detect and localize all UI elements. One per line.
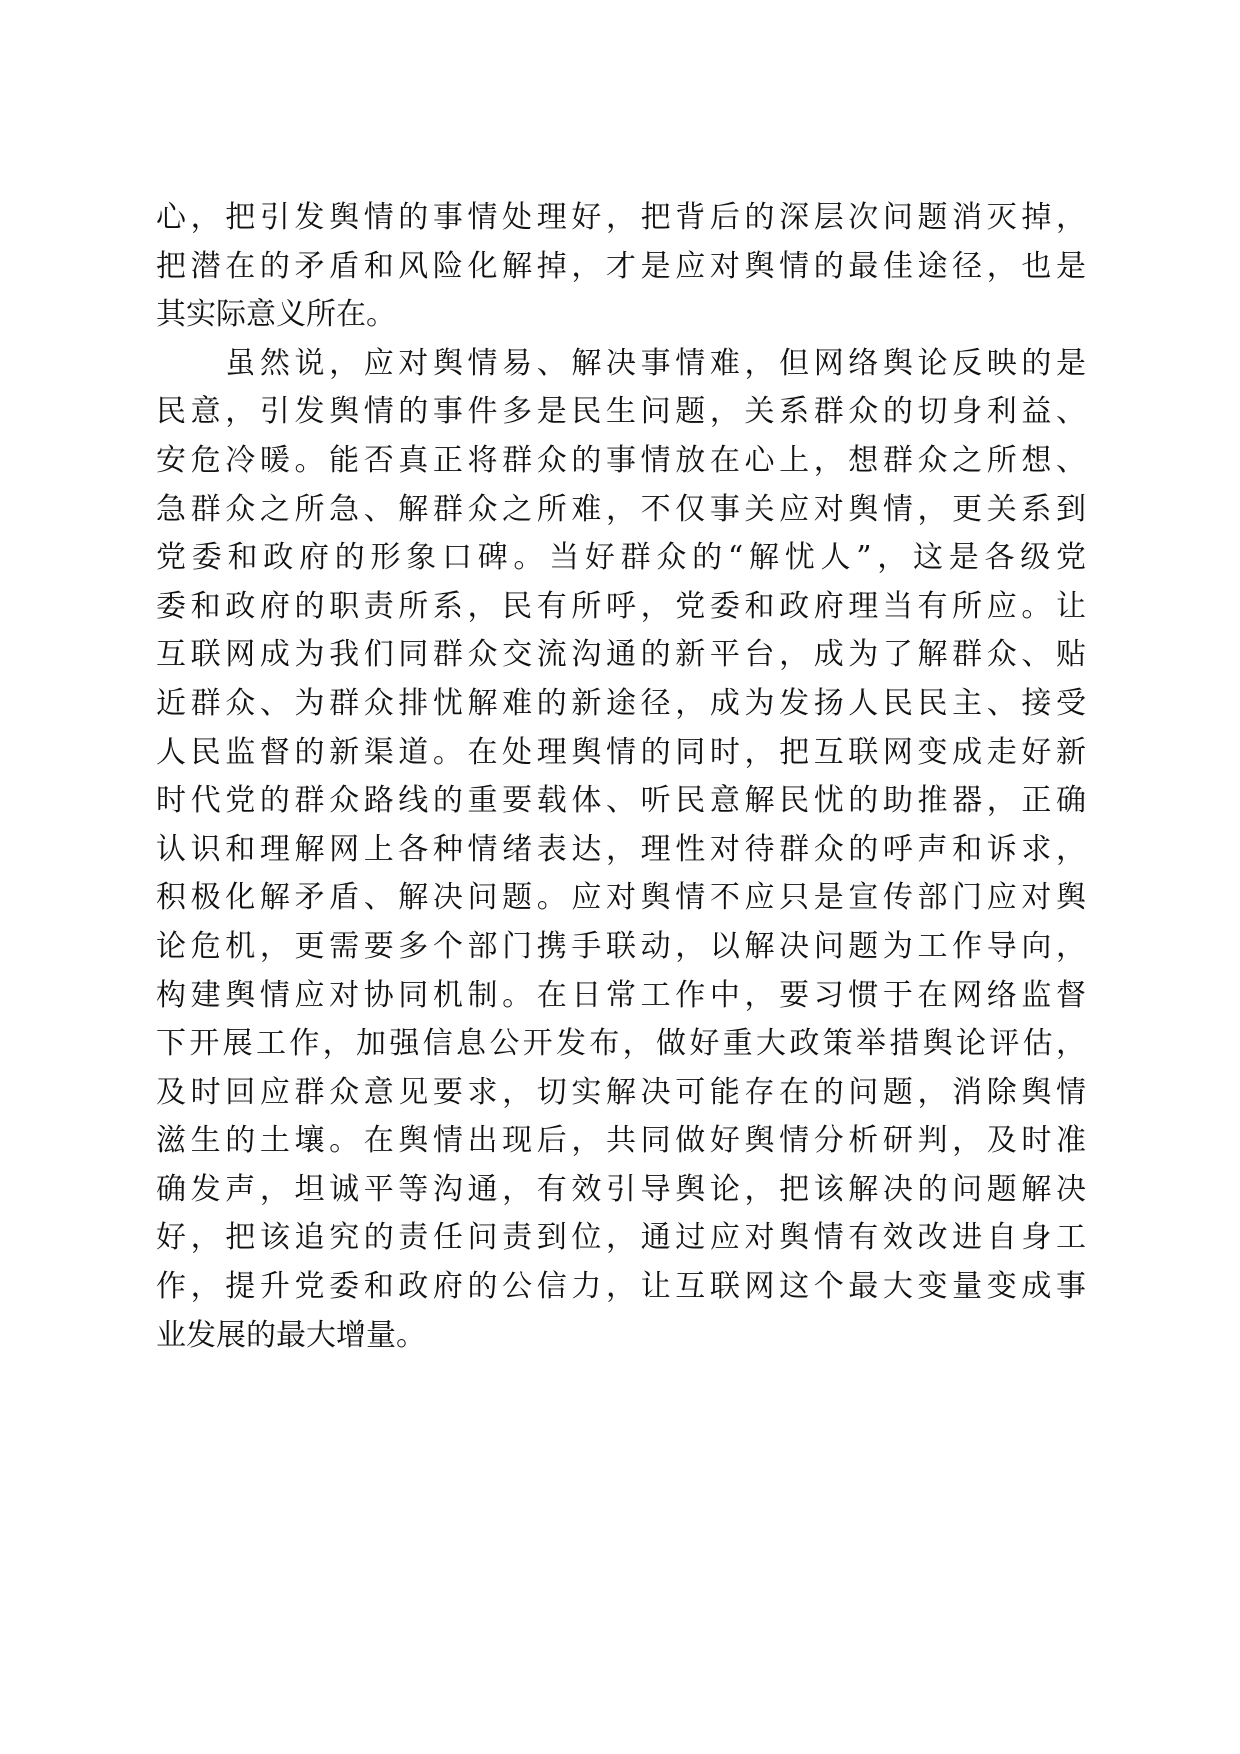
text-line: 构建舆情应对协同机制。在日常工作中，要习惯于在网络监督 [156, 977, 1086, 1013]
text-line: 心，把引发舆情的事情处理好，把背后的深层次问题消灭掉， [156, 200, 1086, 235]
text-line: 民意，引发舆情的事件多是民生问题，关系群众的切身利益、 [156, 394, 1086, 430]
text-line: 时代党的群众路线的重要载体、听民意解民忧的助推器，正确 [156, 783, 1086, 819]
text-line: 好，把该追究的责任问责到位，通过应对舆情有效改进自身工 [156, 1220, 1086, 1256]
text-line: 人民监督的新渠道。在处理舆情的同时，把互联网变成走好新 [156, 734, 1086, 770]
text-line: 及时回应群众意见要求，切实解决可能存在的问题，消除舆情 [156, 1074, 1086, 1110]
text-line: 委和政府的职责所系，民有所呼，党委和政府理当有所应。让 [156, 588, 1086, 624]
text-line: 积极化解矛盾、解决问题。应对舆情不应只是宣传部门应对舆 [156, 880, 1086, 916]
text-line: 互联网成为我们同群众交流沟通的新平台，成为了解群众、贴 [156, 637, 1086, 673]
text-line: 其实际意义所在。 [156, 297, 396, 333]
text-line: 下开展工作，加强信息公开发布，做好重大政策举措舆论评估， [156, 1026, 1086, 1062]
text-line: 急群众之所急、解群众之所难，不仅事关应对舆情，更关系到 [156, 491, 1086, 527]
document-body [156, 194, 1086, 1360]
text-line: 虽然说，应对舆情易、解决事情难，但网络舆论反映的是 [156, 345, 1086, 381]
text-line: 作，提升党委和政府的公信力，让互联网这个最大变量变成事 [156, 1269, 1086, 1305]
paragraph-2 [156, 340, 1086, 1360]
text-line: 近群众、为群众排忧解难的新途径，成为发扬人民民主、接受 [156, 685, 1086, 721]
text-line: 确发声，坦诚平等沟通，有效引导舆论，把该解决的问题解决 [156, 1171, 1086, 1207]
text-line: 业发展的最大增量。 [156, 1317, 426, 1353]
text-line: 论危机，更需要多个部门携手联动，以解决问题为工作导向， [156, 928, 1086, 964]
text-line: 安危冷暖。能否真正将群众的事情放在心上，想群众之所想、 [156, 442, 1086, 478]
text-line: 党委和政府的形象口碑。当好群众的“解忧人”，这是各级党 [156, 540, 1086, 576]
text-line: 认识和理解网上各种情绪表达，理性对待群众的呼声和诉求， [156, 831, 1086, 867]
paragraph-1 [156, 194, 1086, 340]
text-line: 滋生的土壤。在舆情出现后，共同做好舆情分析研判，及时准 [156, 1123, 1086, 1159]
text-line: 把潜在的矛盾和风险化解掉，才是应对舆情的最佳途径，也是 [156, 248, 1086, 284]
